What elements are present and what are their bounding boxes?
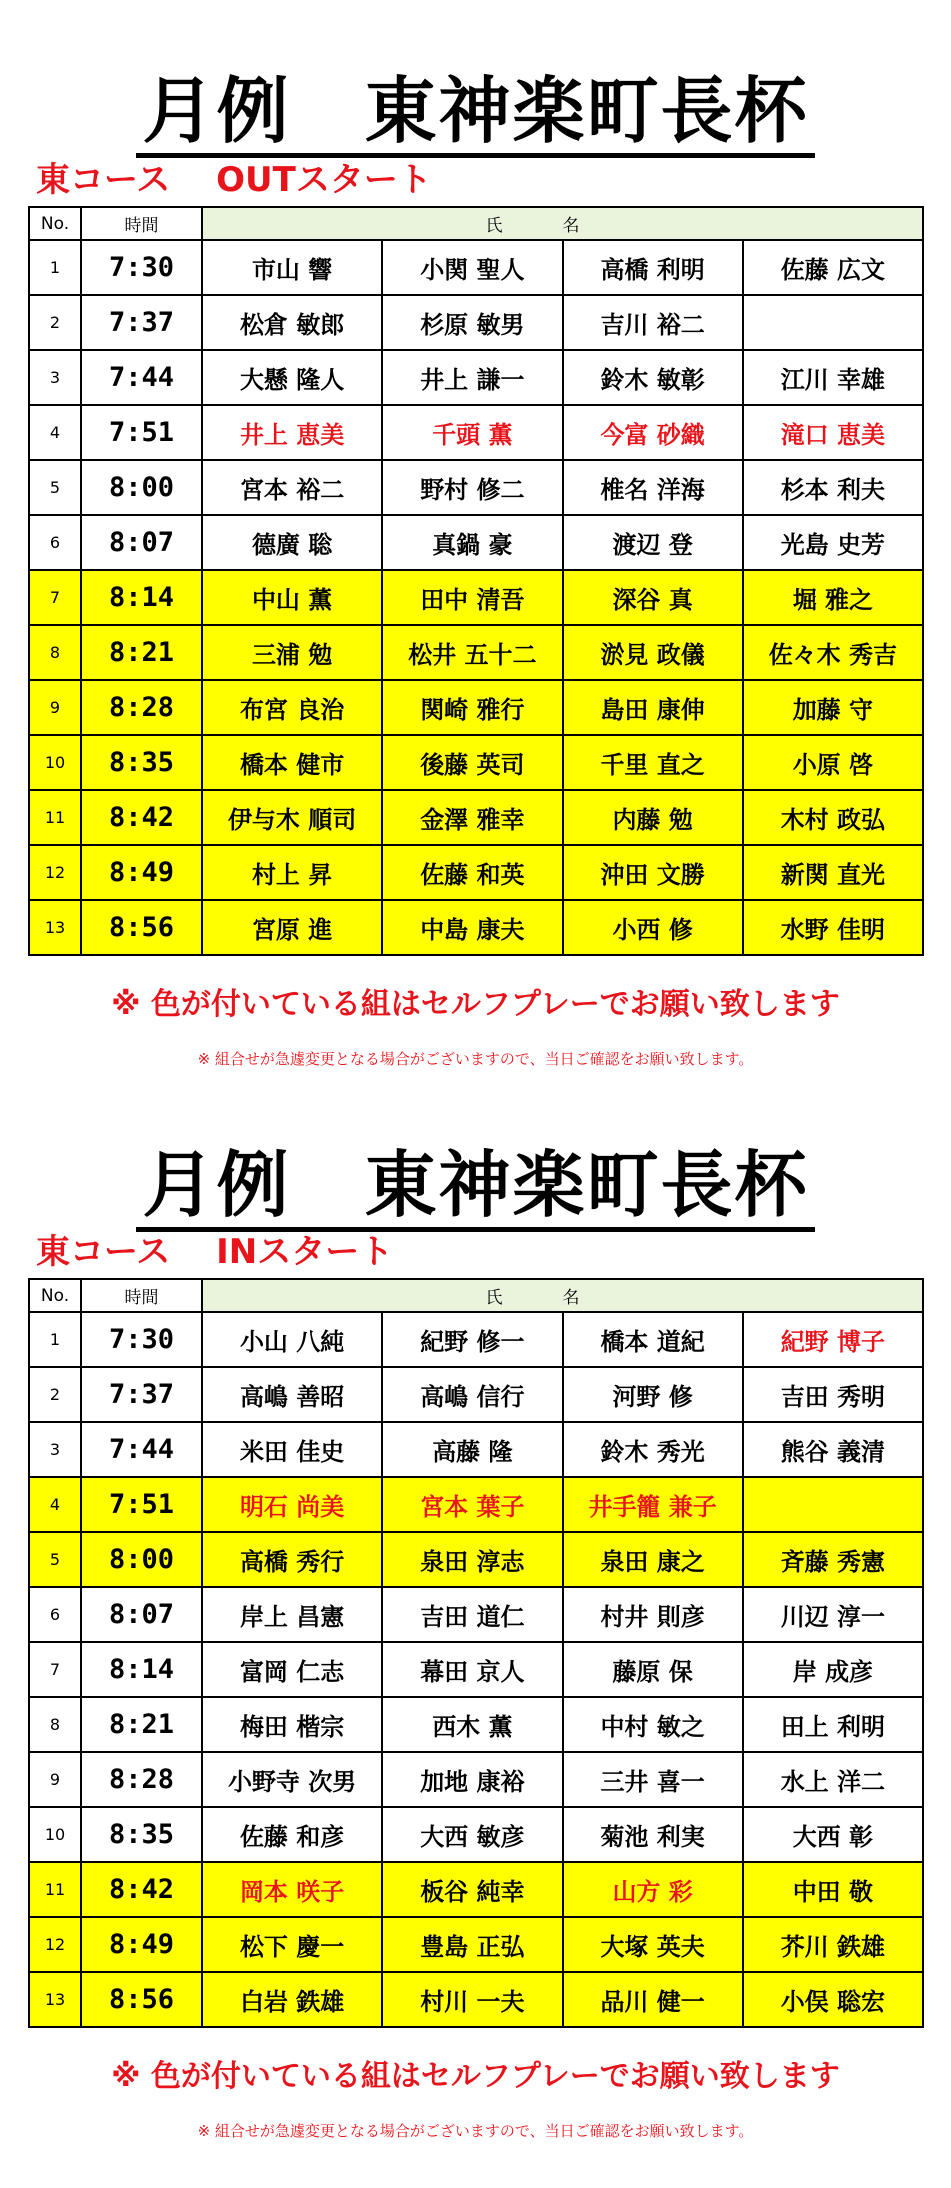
player-name: 小俣 聡宏 xyxy=(743,1972,923,2027)
player-name: 高橋 秀行 xyxy=(202,1532,382,1587)
tee-time: 8:00 xyxy=(81,1532,202,1587)
player-name: 熊谷 義清 xyxy=(743,1422,923,1477)
player-name: 関崎 雅行 xyxy=(382,680,562,735)
player-name: 水上 洋二 xyxy=(743,1752,923,1807)
tee-time-table xyxy=(28,1278,924,2028)
player-name: 中田 敬 xyxy=(743,1862,923,1917)
player-name: 小野寺 次男 xyxy=(202,1752,382,1807)
player-name: 藤原 保 xyxy=(563,1642,743,1697)
table-row xyxy=(29,1917,923,1972)
group-number: 3 xyxy=(29,350,81,405)
group-number: 7 xyxy=(29,570,81,625)
table-row xyxy=(29,1422,923,1477)
self-play-notice: ※ 色が付いている組はセルフプレーでお願い致します xyxy=(111,2059,840,2094)
player-name: 村井 則彦 xyxy=(563,1587,743,1642)
header-name: 氏名 xyxy=(202,207,923,240)
tee-time: 8:42 xyxy=(81,1862,202,1917)
group-number: 6 xyxy=(29,1587,81,1642)
header-time: 時間 xyxy=(81,1279,202,1312)
player-name: 中山 薫 xyxy=(202,570,382,625)
tee-time: 8:21 xyxy=(81,1697,202,1752)
player-name: 紀野 修一 xyxy=(382,1312,562,1367)
player-name: 鈴木 敏彰 xyxy=(563,350,743,405)
group-number: 13 xyxy=(29,1972,81,2027)
player-name: 吉田 秀明 xyxy=(743,1367,923,1422)
group-number: 12 xyxy=(29,1917,81,1972)
player-name: 山方 彩 xyxy=(563,1862,743,1917)
player-name: 島田 康伸 xyxy=(563,680,743,735)
player-name: 三浦 勉 xyxy=(202,625,382,680)
course-label: 東コース INスタート xyxy=(36,1232,394,1272)
player-name: 富岡 仁志 xyxy=(202,1642,382,1697)
player-name: 三井 喜一 xyxy=(563,1752,743,1807)
table-row xyxy=(29,1367,923,1422)
player-name: 淤見 政儀 xyxy=(563,625,743,680)
player-name: 村上 昇 xyxy=(202,845,382,900)
group-number: 2 xyxy=(29,295,81,350)
group-number: 9 xyxy=(29,680,81,735)
group-number: 8 xyxy=(29,625,81,680)
table-row xyxy=(29,1477,923,1532)
page-title: 月例 東神楽町長杯 xyxy=(0,66,951,156)
player-name: 岡本 咲子 xyxy=(202,1862,382,1917)
player-name: 泉田 康之 xyxy=(563,1532,743,1587)
table-row xyxy=(29,1807,923,1862)
player-name: 布宮 良治 xyxy=(202,680,382,735)
tee-time: 7:30 xyxy=(81,1312,202,1367)
player-name: 高橋 利明 xyxy=(563,240,743,295)
player-name: 光島 史芳 xyxy=(743,515,923,570)
player-name: 真鍋 豪 xyxy=(382,515,562,570)
player-name xyxy=(743,1477,923,1532)
player-name: 滝口 恵美 xyxy=(743,405,923,460)
player-name: 加地 康裕 xyxy=(382,1752,562,1807)
tee-time: 7:51 xyxy=(81,1477,202,1532)
player-name: 佐藤 和英 xyxy=(382,845,562,900)
player-name: 吉川 裕二 xyxy=(563,295,743,350)
tee-time: 8:35 xyxy=(81,1807,202,1862)
player-name: 大西 敏彦 xyxy=(382,1807,562,1862)
player-name: 千里 直之 xyxy=(563,735,743,790)
tee-time: 8:28 xyxy=(81,1752,202,1807)
player-name: 高嶋 信行 xyxy=(382,1367,562,1422)
player-name: 宮本 葉子 xyxy=(382,1477,562,1532)
group-number: 10 xyxy=(29,735,81,790)
group-number: 10 xyxy=(29,1807,81,1862)
player-name: 菊池 利実 xyxy=(563,1807,743,1862)
tee-time: 8:07 xyxy=(81,515,202,570)
player-name: 芥川 鉄雄 xyxy=(743,1917,923,1972)
player-name: 堀 雅之 xyxy=(743,570,923,625)
self-play-notice: ※ 色が付いている組はセルフプレーでお願い致します xyxy=(111,987,840,1022)
player-name: 井上 謙一 xyxy=(382,350,562,405)
player-name: 板谷 純幸 xyxy=(382,1862,562,1917)
player-name: 岸 成彦 xyxy=(743,1642,923,1697)
player-name: 佐藤 広文 xyxy=(743,240,923,295)
table-row xyxy=(29,900,923,955)
player-name: 新関 直光 xyxy=(743,845,923,900)
table-row xyxy=(29,460,923,515)
player-name: 小原 啓 xyxy=(743,735,923,790)
tee-time: 8:42 xyxy=(81,790,202,845)
table-row xyxy=(29,1752,923,1807)
table-row xyxy=(29,1697,923,1752)
tee-time: 8:14 xyxy=(81,570,202,625)
player-name: 加藤 守 xyxy=(743,680,923,735)
page-title: 月例 東神楽町長杯 xyxy=(0,1140,951,1230)
table-row xyxy=(29,515,923,570)
player-name: 大西 彰 xyxy=(743,1807,923,1862)
table-row xyxy=(29,680,923,735)
tee-time: 8:14 xyxy=(81,1642,202,1697)
player-name: 小関 聖人 xyxy=(382,240,562,295)
player-name: 田上 利明 xyxy=(743,1697,923,1752)
tee-time: 7:30 xyxy=(81,240,202,295)
table-row xyxy=(29,790,923,845)
player-name: 高藤 隆 xyxy=(382,1422,562,1477)
player-name: 沖田 文勝 xyxy=(563,845,743,900)
group-number: 9 xyxy=(29,1752,81,1807)
table-row xyxy=(29,735,923,790)
course-label: 東コース OUTスタート xyxy=(36,160,432,200)
player-name: 椎名 洋海 xyxy=(563,460,743,515)
player-name: 紀野 博子 xyxy=(743,1312,923,1367)
group-number: 3 xyxy=(29,1422,81,1477)
player-name: 宮原 進 xyxy=(202,900,382,955)
player-name: 白岩 鉄雄 xyxy=(202,1972,382,2027)
table-row xyxy=(29,1587,923,1642)
player-name: 大塚 英夫 xyxy=(563,1917,743,1972)
player-name: 野村 修二 xyxy=(382,460,562,515)
player-name: 江川 幸雄 xyxy=(743,350,923,405)
table-row xyxy=(29,1862,923,1917)
group-number: 6 xyxy=(29,515,81,570)
player-name xyxy=(743,295,923,350)
player-name: 川辺 淳一 xyxy=(743,1587,923,1642)
player-name: 金澤 雅幸 xyxy=(382,790,562,845)
player-name: 市山 響 xyxy=(202,240,382,295)
player-name: 水野 佳明 xyxy=(743,900,923,955)
change-notice: ※ 組合せが急遽変更となる場合がございますので、当日ご確認をお願い致します。 xyxy=(197,1050,754,1068)
player-name: 深谷 真 xyxy=(563,570,743,625)
player-name: 後藤 英司 xyxy=(382,735,562,790)
change-notice: ※ 組合せが急遽変更となる場合がございますので、当日ご確認をお願い致します。 xyxy=(197,2122,754,2140)
player-name: 橋本 健市 xyxy=(202,735,382,790)
table-row xyxy=(29,625,923,680)
player-name: 幕田 京人 xyxy=(382,1642,562,1697)
player-name: 泉田 淳志 xyxy=(382,1532,562,1587)
player-name: 千頭 薫 xyxy=(382,405,562,460)
player-name: 松倉 敏郎 xyxy=(202,295,382,350)
player-name: 井手籠 兼子 xyxy=(563,1477,743,1532)
player-name: 中村 敏之 xyxy=(563,1697,743,1752)
table-row xyxy=(29,845,923,900)
tee-time: 7:51 xyxy=(81,405,202,460)
player-name: 木村 政弘 xyxy=(743,790,923,845)
group-number: 5 xyxy=(29,460,81,515)
table-row xyxy=(29,1532,923,1587)
tee-time: 8:56 xyxy=(81,900,202,955)
player-name: 明石 尚美 xyxy=(202,1477,382,1532)
player-name: 大懸 隆人 xyxy=(202,350,382,405)
player-name: 渡辺 登 xyxy=(563,515,743,570)
table-row xyxy=(29,1312,923,1367)
table-row xyxy=(29,295,923,350)
player-name: 橋本 道紀 xyxy=(563,1312,743,1367)
tee-time: 7:37 xyxy=(81,1367,202,1422)
player-name: 豊島 正弘 xyxy=(382,1917,562,1972)
group-number: 11 xyxy=(29,1862,81,1917)
player-name: 吉田 道仁 xyxy=(382,1587,562,1642)
player-name: 高嶋 善昭 xyxy=(202,1367,382,1422)
player-name: 梅田 楷宗 xyxy=(202,1697,382,1752)
tee-time-table xyxy=(28,206,924,956)
player-name: 西木 薫 xyxy=(382,1697,562,1752)
table-row xyxy=(29,240,923,295)
header-no: No. xyxy=(29,207,81,240)
player-name: 内藤 勉 xyxy=(563,790,743,845)
player-name: 小山 八純 xyxy=(202,1312,382,1367)
group-number: 11 xyxy=(29,790,81,845)
group-number: 4 xyxy=(29,1477,81,1532)
player-name: 村川 一夫 xyxy=(382,1972,562,2027)
tee-time: 8:00 xyxy=(81,460,202,515)
table-row xyxy=(29,405,923,460)
tee-time: 7:44 xyxy=(81,1422,202,1477)
player-name: 杉本 利夫 xyxy=(743,460,923,515)
tee-time: 8:49 xyxy=(81,845,202,900)
tee-time: 8:56 xyxy=(81,1972,202,2027)
group-number: 7 xyxy=(29,1642,81,1697)
group-number: 1 xyxy=(29,240,81,295)
header-time: 時間 xyxy=(81,207,202,240)
header-name: 氏名 xyxy=(202,1279,923,1312)
tee-time: 8:21 xyxy=(81,625,202,680)
table-row xyxy=(29,1642,923,1697)
player-name: 田中 清吾 xyxy=(382,570,562,625)
group-number: 1 xyxy=(29,1312,81,1367)
tee-time: 8:28 xyxy=(81,680,202,735)
group-number: 12 xyxy=(29,845,81,900)
player-name: 鈴木 秀光 xyxy=(563,1422,743,1477)
player-name: 中島 康夫 xyxy=(382,900,562,955)
group-number: 13 xyxy=(29,900,81,955)
player-name: 佐々木 秀吉 xyxy=(743,625,923,680)
player-name: 松井 五十二 xyxy=(382,625,562,680)
player-name: 岸上 昌憲 xyxy=(202,1587,382,1642)
player-name: 伊与木 順司 xyxy=(202,790,382,845)
player-name: 德廣 聡 xyxy=(202,515,382,570)
table-row xyxy=(29,1972,923,2027)
tee-time: 8:35 xyxy=(81,735,202,790)
group-number: 4 xyxy=(29,405,81,460)
tee-time: 8:49 xyxy=(81,1917,202,1972)
tee-time: 7:37 xyxy=(81,295,202,350)
player-name: 品川 健一 xyxy=(563,1972,743,2027)
player-name: 河野 修 xyxy=(563,1367,743,1422)
tee-time: 8:07 xyxy=(81,1587,202,1642)
group-number: 8 xyxy=(29,1697,81,1752)
player-name: 佐藤 和彦 xyxy=(202,1807,382,1862)
header-no: No. xyxy=(29,1279,81,1312)
player-name: 斉藤 秀憲 xyxy=(743,1532,923,1587)
player-name: 松下 慶一 xyxy=(202,1917,382,1972)
group-number: 5 xyxy=(29,1532,81,1587)
player-name: 杉原 敏男 xyxy=(382,295,562,350)
table-row xyxy=(29,570,923,625)
group-number: 2 xyxy=(29,1367,81,1422)
tee-time: 7:44 xyxy=(81,350,202,405)
player-name: 小西 修 xyxy=(563,900,743,955)
player-name: 井上 恵美 xyxy=(202,405,382,460)
player-name: 米田 佳史 xyxy=(202,1422,382,1477)
table-row xyxy=(29,350,923,405)
player-name: 宮本 裕二 xyxy=(202,460,382,515)
player-name: 今富 砂織 xyxy=(563,405,743,460)
